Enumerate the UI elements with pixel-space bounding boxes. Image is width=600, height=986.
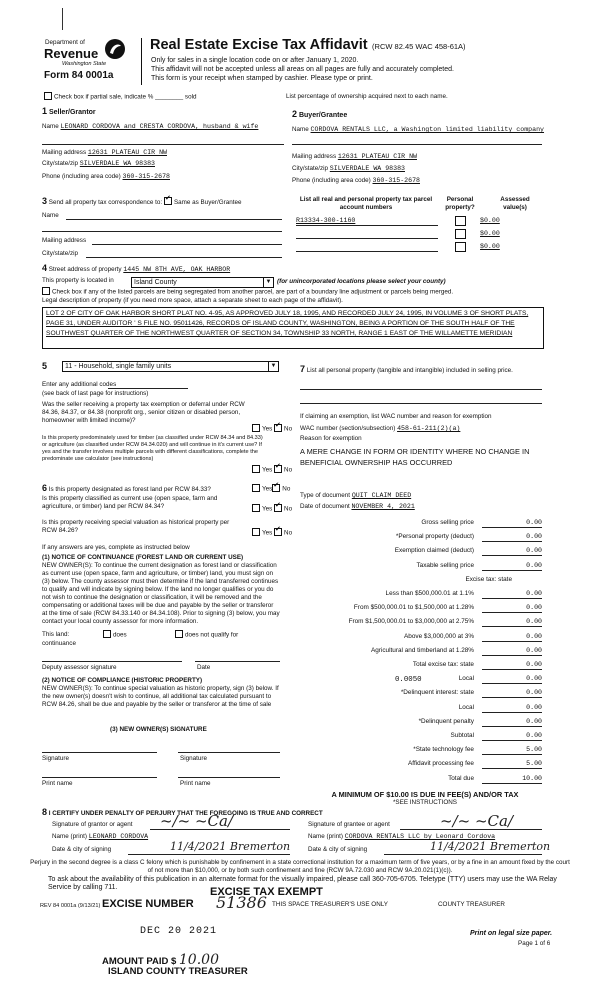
sec8-number: 8 xyxy=(42,807,48,817)
tax-row-value[interactable]: 0.00 xyxy=(482,674,542,684)
doc-date-label: Date of document xyxy=(300,503,350,510)
tax-row-label: *State technology fee xyxy=(413,746,474,754)
sec3-number: 3 xyxy=(42,196,48,206)
owner-print-label-1: Print name xyxy=(42,780,73,787)
tax-row-label: Total due xyxy=(448,774,474,782)
forest-yes-checkbox[interactable] xyxy=(252,484,260,492)
personal-header: Personal property? xyxy=(445,196,475,211)
header-line-1: Only for sales in a single location code on or after January 1, 2020. xyxy=(151,57,359,64)
seller-city[interactable]: SILVERDALE WA 98383 xyxy=(79,160,155,167)
tax-row-value[interactable]: 0.00 xyxy=(482,703,542,713)
doc-type-label: Type of document xyxy=(300,492,351,499)
island-treasurer: ISLAND COUNTY TREASURER xyxy=(108,966,248,977)
tax-row-label: From $1,500,000.01 to $3,000,000 at 2.75% xyxy=(348,618,474,626)
legal-description: LOT 2 OF CITY OF OAK HARBOR SHORT PLAT NO. 4-95, AS APPROVED JULY 18, 1995, AND RECORDED JULY 24, 1995, IN VOLUME 3 OF SHORT PLATS, PAGE 31, UNDER AUDITOR ' S FILE NO. 95011426, RECORDS OF ISLAND COUNTY, WASHINGTON, BEING A PORTION OF THE SOUTH HALF OF THE SOUTHWEST QUARTER OF THE NORTHWEST QUARTER OF SECTION 34, TOWNSHIP 33 NORTH, RANGE 1 EAST OF THE WILLAMETTE MERIDIAN xyxy=(46,310,529,337)
street-address-label: Street address of property xyxy=(48,266,122,273)
deputy-date-line[interactable] xyxy=(195,661,280,662)
seller-name[interactable]: LEONARD CORDOVA and CRESTA CORDOVA, husband & wife xyxy=(60,123,259,130)
does-checkbox[interactable] xyxy=(103,630,111,638)
exemption-question: If claiming an exemption, list WAC number and reason for exemption xyxy=(300,413,492,420)
parcel-line-2 xyxy=(296,238,438,239)
personal-checkbox-2[interactable] xyxy=(455,229,466,239)
additional-codes-label: Enter any additional codes xyxy=(42,381,117,388)
assessed-value-2[interactable]: $0.00 xyxy=(480,230,500,237)
seller-mail[interactable]: 12631 PLATEAU CIR NW xyxy=(87,149,167,156)
street-address[interactable]: 1445 NW 8TH AVE, OAK HARBOR xyxy=(123,266,231,273)
tax-row xyxy=(310,603,542,612)
tax-row-label: *Personal property (deduct) xyxy=(395,533,474,541)
tax-row-label: Local xyxy=(458,703,474,711)
buyer-heading: Buyer/Grantee xyxy=(298,112,348,119)
grantee-date[interactable]: 11/4/2021 Bremerton xyxy=(430,840,551,853)
tax-row-value[interactable]: 0.00 xyxy=(482,688,542,698)
tax-row-value[interactable]: 0.00 xyxy=(482,731,542,741)
tax-row-value[interactable]: 0.00 xyxy=(482,546,542,556)
accessibility-note: To ask about the availability of this publication in an alternate format for the visually impaired, please call 360-705-6705. Teletype (TTY) users may use the WA Relay Service by calling 711. xyxy=(48,876,557,891)
form-number: Form 84 0001a xyxy=(44,70,114,81)
partial-sale-row: Check box if partial sale, indicate % ________ sold xyxy=(44,93,196,102)
tax-row-label: Gross selling price xyxy=(421,519,474,526)
tax-row xyxy=(310,674,542,683)
q2-yes-checkbox[interactable] xyxy=(252,465,260,473)
continuance-label: continuance xyxy=(42,640,76,647)
buyer-name-label: Name xyxy=(292,126,309,133)
current-use-yes-checkbox[interactable] xyxy=(252,504,260,512)
form-rcw: (RCW 82.45 WAC 458-61A) xyxy=(372,42,466,51)
seller-phone-label: Phone (including area code) xyxy=(42,173,121,180)
buyer-mail[interactable]: 12631 PLATEAU CIR NW xyxy=(337,153,417,160)
q2-no-checkbox[interactable] xyxy=(274,465,282,473)
grantor-sig-label: Signature of grantor or agent xyxy=(52,821,133,828)
sec3-city-line xyxy=(86,257,282,258)
land-use-select[interactable] xyxy=(62,361,279,372)
owner-sig-line-1[interactable] xyxy=(42,752,157,753)
doc-date[interactable]: NOVEMBER 4, 2021 xyxy=(351,503,415,510)
tax-row-label: Excise tax: state xyxy=(465,575,512,583)
additional-codes-line[interactable] xyxy=(108,388,188,389)
owner-print-line-1[interactable] xyxy=(42,777,157,778)
sec3-text: Send all property tax correspondence to: xyxy=(48,199,163,206)
tax-row-value[interactable]: 5.00 xyxy=(482,759,542,769)
sec3-name-line2 xyxy=(42,231,282,232)
sec5-q2-answer: Yes ✔ No xyxy=(252,466,292,475)
personal-property-line-2[interactable] xyxy=(300,403,542,404)
see-instructions: *SEE INSTRUCTIONS xyxy=(392,799,458,806)
tax-row-label: From $500,000.01 to $1,500,000 at 1.28% xyxy=(353,604,474,612)
sec6-q1-answer: Yes✔ No xyxy=(252,485,290,494)
tax-row xyxy=(310,518,542,527)
if-yes-note: If any answers are yes, complete as instructed below xyxy=(42,544,190,551)
local-rate[interactable]: 0.0050 xyxy=(395,676,422,684)
assessed-value-3[interactable]: $0.00 xyxy=(480,243,500,250)
sec1-number: 1 xyxy=(42,106,48,116)
county-select[interactable] xyxy=(131,277,274,288)
sec6-q3: Is this property receiving special valuation as historical property per RCW 84.26? xyxy=(42,519,230,534)
deputy-label: Deputy assessor signature xyxy=(42,664,117,671)
county-treasurer-label: COUNTY TREASURER xyxy=(438,901,505,908)
sec3-city-label: City/state/zip xyxy=(42,250,79,257)
tax-row-label: Affidavit processing fee xyxy=(408,760,474,768)
personal-checkbox-1[interactable] xyxy=(455,216,466,226)
tax-row xyxy=(310,759,542,768)
excise-number-label: EXCISE NUMBER xyxy=(102,898,194,910)
dept-small: Department of xyxy=(45,39,85,46)
tax-row-value[interactable]: 0.00 xyxy=(482,717,542,727)
certify-statement: I CERTIFY UNDER PENALTY OF PERJURY THAT THE FOREGOING IS TRUE AND CORRECT xyxy=(48,810,323,817)
buyer-phone-label: Phone (including area code) xyxy=(292,177,371,184)
sec6-q1: Is this property designated as forest land per RCW 84.33? xyxy=(48,486,211,493)
tax-row xyxy=(310,688,542,697)
tax-row xyxy=(310,632,542,641)
tax-row-value[interactable]: 0.00 xyxy=(482,518,542,528)
parcel-line-3 xyxy=(296,251,438,252)
tax-row-label: Above $3,000,000 at 3% xyxy=(404,632,474,640)
ownership-note: List percentage of ownership acquired next to each name. xyxy=(286,93,448,100)
chevron-down-icon: ▼ xyxy=(263,278,273,287)
q1-yes-checkbox[interactable] xyxy=(252,424,260,432)
tax-row xyxy=(310,745,542,754)
rev-number: REV 84 0001a (9/13/21) xyxy=(40,903,101,909)
tax-row-label: Taxable selling price xyxy=(416,561,474,569)
tax-row-label: Agricultural and timberland at 1.28% xyxy=(370,646,474,654)
grantor-date[interactable]: 11/4/2021 Bremerton xyxy=(170,840,291,853)
personal-property-line-1[interactable] xyxy=(300,389,542,390)
sec3-name-label: Name xyxy=(42,212,59,219)
notice2-title: (2) NOTICE OF COMPLIANCE (HISTORIC PROPERTY) xyxy=(42,677,203,684)
tax-row xyxy=(310,546,542,555)
treasurer-use-only: THIS SPACE TREASURER'S USE ONLY xyxy=(272,901,388,908)
buyer-city-label: City/state/zip xyxy=(292,165,329,172)
buyer-mail-label: Mailing address xyxy=(292,153,337,160)
codes-note: (see back of last page for instructions) xyxy=(42,390,149,397)
sec5-q1-answer: Yes ✔ No xyxy=(252,425,292,434)
tax-row-value[interactable]: 0.00 xyxy=(482,603,542,613)
tax-row-value[interactable]: 0.00 xyxy=(482,589,542,599)
sec3-mail-line xyxy=(92,244,282,245)
tax-row xyxy=(310,774,542,783)
q1-no-checkbox[interactable] xyxy=(274,424,282,432)
sec5-q1: Was the seller receiving a property tax exemption or deferral under RCW 84.36, 84.37, or 84.38 (nonprofit org., senior citizen or disabled person, homeowner with limited income)? xyxy=(42,401,245,424)
forest-no-checkbox[interactable] xyxy=(272,484,280,492)
wac-label: WAC number (section/subsection) xyxy=(300,425,396,432)
notice3-title: (3) NEW OWNER(S) SIGNATURE xyxy=(110,726,207,733)
tax-row-label: Local xyxy=(458,675,474,683)
assessed-value-1[interactable]: $0.00 xyxy=(480,217,500,224)
owner-print-line-2[interactable] xyxy=(178,777,280,778)
tax-row xyxy=(310,703,542,712)
grantor-signature: ~/~ ~Ca/ xyxy=(160,812,234,830)
owner-sig-label-1: Signature xyxy=(42,755,69,762)
sec3-name-line xyxy=(66,219,282,220)
buyer-name-line2 xyxy=(292,144,542,145)
historic-no-checkbox[interactable] xyxy=(274,528,282,536)
sec7-text: List all personal property (tangible and intangible) included in selling price. xyxy=(306,367,513,374)
notice2-body: NEW OWNER(S): To continue special valuation as historic property, sign (3) below. If the new owner(s) doesn't wish to continue, all additional tax calculated pursuant to RCW 84.26, shall be due and payable by the seller or transferor at the time of sale xyxy=(42,685,279,708)
partial-sale-checkbox[interactable] xyxy=(44,92,52,100)
tax-row-value[interactable]: 0.00 xyxy=(482,660,542,670)
header-line-3: This form is your receipt when stamped by cashier. Please type or print. xyxy=(151,75,373,82)
deputy-sig-line[interactable] xyxy=(42,661,182,662)
tax-row xyxy=(310,532,542,541)
tax-row xyxy=(310,646,542,655)
owner-sig-label-2: Signature xyxy=(180,755,207,762)
sec6-q2: Is this property classified as current use (open space, farm and agriculture, or timber) land per RCW 84.34? xyxy=(42,495,218,510)
deputy-date-label: Date xyxy=(197,664,211,671)
sec4-number: 4 xyxy=(42,263,48,273)
sec5-number: 5 xyxy=(42,361,48,371)
tax-row xyxy=(310,660,542,669)
land-use-value: 11 - Household, single family units xyxy=(65,363,172,370)
sec6-q2-answer: Yes ✔ No xyxy=(252,505,292,514)
form-title: Real Estate Excise Tax Affidavit xyxy=(150,37,368,53)
buyer-city[interactable]: SILVERDALE WA 98383 xyxy=(329,165,405,172)
dept-revenue: Revenue xyxy=(44,46,99,61)
grantee-date-line[interactable] xyxy=(384,854,542,855)
seller-heading: Seller/Grantor xyxy=(48,109,96,116)
personal-checkbox-3[interactable] xyxy=(455,242,466,252)
sec5-q2: Is this property predominately used for timber (as classified under RCW 84.34 and 84.33) or agriculture (as classified under RCW 84.34.020) and will continue in it's current use? If yes and the transfer involves multiple parcels with different classifications, complete the predominate use calculator (see instructions) xyxy=(42,435,263,462)
unincorporated-note: (for unincorporated locations please select your county) xyxy=(277,278,446,285)
seller-name-label: Name xyxy=(42,123,59,130)
grantee-name[interactable]: CORDOVA RENTALS LLC by Leonard Cordova xyxy=(344,833,496,840)
grantee-name-label: Name (print) xyxy=(308,833,343,840)
tax-row-value[interactable]: 10.00 xyxy=(482,774,542,784)
owner-sig-line-2[interactable] xyxy=(178,752,280,753)
grantee-date-label: Date & city of signing xyxy=(308,846,368,853)
sec2-number: 2 xyxy=(292,109,298,119)
tax-row-value[interactable]: 0.00 xyxy=(482,646,542,656)
same-as-buyer-checkbox[interactable] xyxy=(164,197,172,205)
tax-row xyxy=(310,717,542,726)
wac-number[interactable]: 458-61-211(2)(a) xyxy=(397,425,461,432)
same-as-buyer-label: Same as Buyer/Grantee xyxy=(173,199,242,206)
grantee-signature: ~/~ ~Ca/ xyxy=(440,812,514,830)
tax-row-value[interactable]: 0.00 xyxy=(482,561,542,571)
amount-paid-value[interactable]: 10.00 xyxy=(178,952,219,968)
seller-phone[interactable]: 360-315-2678 xyxy=(122,173,170,180)
tax-row xyxy=(310,589,542,598)
owner-print-label-2: Print name xyxy=(180,780,211,787)
tax-row-label: *Delinquent interest: state xyxy=(400,689,474,697)
tax-row-label: Less than $500,000.01 at 1.1% xyxy=(385,590,474,597)
this-land-label: This land: xyxy=(42,631,70,638)
grantor-date-line[interactable] xyxy=(128,854,290,855)
tax-row-value[interactable]: 0.00 xyxy=(482,617,542,627)
tax-row-label: Total excise tax: state xyxy=(412,661,474,668)
parcel-number[interactable]: R13334-300-1160 xyxy=(296,217,356,224)
tax-row-label: *Delinquent penalty xyxy=(418,717,474,725)
parcel-line-1 xyxy=(296,225,438,226)
seller-name-line2 xyxy=(42,144,284,145)
tax-row xyxy=(310,561,542,570)
segregated-label: Check box if any of the listed parcels are being segregated from another parcel, are part of a boundary line adjustment or parcels being merged. xyxy=(52,288,454,296)
seller-mail-label: Mailing address xyxy=(42,149,87,156)
sec6-number: 6 xyxy=(42,483,48,493)
legal-paper-note: Print on legal size paper. xyxy=(470,930,553,937)
minimum-due: A MINIMUM OF $10.00 IS DUE IN FEE(S) AND/OR TAX xyxy=(331,790,519,799)
does-option: does xyxy=(103,631,127,640)
notice1-body: NEW OWNER(S): To continue the current designation as forest land or classification as current use (open space, farm and agriculture, or timber) land, you must sign on (3) below. The county assessor must then determine if the land transferred continues to qualify and will indicate by signing below. If the land no longer qualifies or you do not wish to continue the designation or classification, it will be removed and the compensating or additional taxes will be due and payable by the seller or transferor at the time of sale (RCW 84.33.140 or 84.34.108). Prior to signing (3) below, you may contact your local county assessor for more information. xyxy=(42,562,280,625)
tax-row-label: Subtotal xyxy=(450,732,474,739)
perjury-note: Perjury in the second degree is a class C felony which is punishable by confinement in a state correctional institution for a maximum term of five years, or by a fine in an amount fixed by the court of not more than $10,000, or by both such confinement and fine (RCW 9A.72.030 and RCW 9A.20.021(1)(c)). xyxy=(30,859,570,874)
tax-row-value[interactable]: 5.00 xyxy=(482,745,542,755)
parcels-header: List all real and personal property tax parcel account numbers xyxy=(299,196,433,211)
does-not-checkbox[interactable] xyxy=(175,630,183,638)
amount-paid-label: AMOUNT PAID $ xyxy=(102,956,177,967)
grantor-name-label: Name (print) xyxy=(52,833,87,840)
excise-number[interactable]: 51386 xyxy=(216,893,267,912)
tax-row-value[interactable]: 0.00 xyxy=(482,532,542,542)
notice1-title: (1) NOTICE OF CONTINUANCE (FOREST LAND OR CURRENT USE) xyxy=(42,554,244,561)
header-line-2: This affidavit will not be accepted unless all areas on all pages are fully and accurately completed. xyxy=(151,66,454,73)
received-date-stamp: DEC 20 2021 xyxy=(140,926,218,937)
county-value: Island County xyxy=(134,279,177,286)
buyer-phone[interactable]: 360-315-2678 xyxy=(372,177,420,184)
sec3-mail-label: Mailing address xyxy=(42,237,87,244)
tax-row xyxy=(310,617,542,626)
located-label: This property is located in xyxy=(42,277,114,284)
assessed-header: Assessed value(s) xyxy=(500,196,530,211)
current-use-no-checkbox[interactable] xyxy=(274,504,282,512)
dept-state: Washington State xyxy=(62,61,107,67)
historic-yes-checkbox[interactable] xyxy=(252,528,260,536)
legal-label: Legal description of property (if you need more space, attach a separate sheet to each page of the affidavit). xyxy=(42,297,343,304)
tax-row xyxy=(310,575,542,584)
grantor-name[interactable]: LEONARD CORDOVA xyxy=(88,833,149,840)
excise-exempt-stamp: EXCISE TAX EXEMPT xyxy=(210,886,323,898)
legal-description-box[interactable] xyxy=(42,307,544,349)
header-divider xyxy=(141,38,142,85)
does-not-option: does not qualify for xyxy=(175,631,238,640)
sec6-q3-answer: Yes ✔ No xyxy=(252,529,292,538)
tax-row-label: Exemption claimed (deduct) xyxy=(394,547,474,555)
dor-logo-icon xyxy=(104,38,126,60)
tax-row-value[interactable]: 0.00 xyxy=(482,632,542,642)
sec7-number: 7 xyxy=(300,364,306,374)
tax-row xyxy=(310,731,542,740)
segregated-checkbox[interactable] xyxy=(42,287,50,295)
exemption-reason[interactable]: A MERE CHANGE IN FORM OR IDENTITY WHERE NO CHANGE IN BENEFICIAL OWNERSHIP HAS OCCURRED xyxy=(300,447,530,467)
page-number: Page 1 of 6 xyxy=(518,940,551,947)
seller-city-label: City/state/zip xyxy=(42,160,79,167)
buyer-name[interactable]: CORDOVA RENTALS LLC, a Washington limited liability company xyxy=(310,126,545,133)
chevron-down-icon: ▼ xyxy=(268,362,278,371)
grantee-sig-label: Signature of grantee or agent xyxy=(308,821,390,828)
scan-mark xyxy=(62,8,63,30)
grantor-date-label: Date & city of signing xyxy=(52,846,112,853)
doc-type[interactable]: QUIT CLAIM DEED xyxy=(351,492,412,499)
reason-label: Reason for exemption xyxy=(300,435,362,442)
